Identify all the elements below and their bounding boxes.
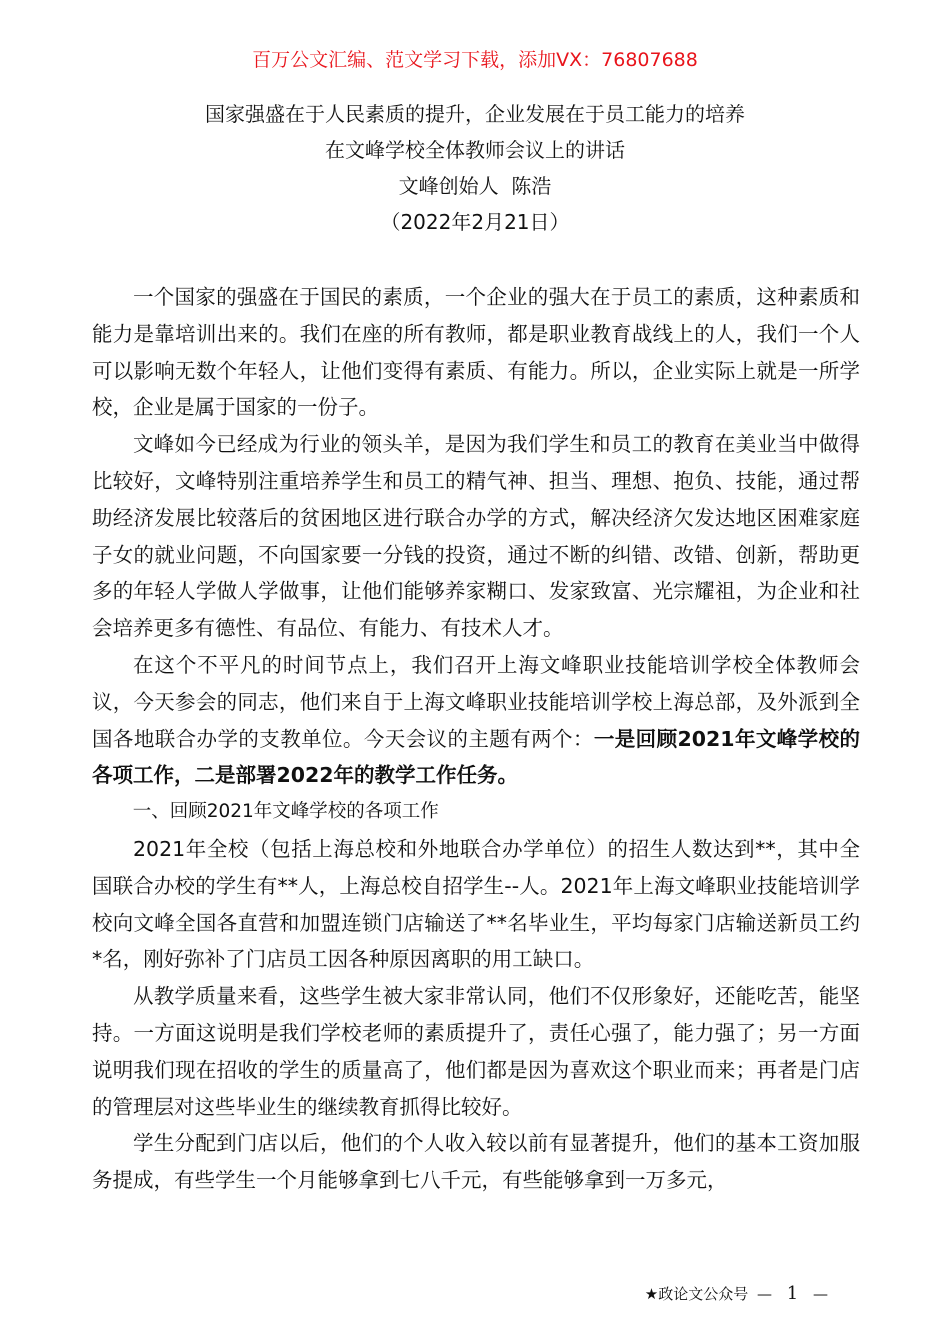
document-header: [0, 96, 950, 240]
document-subtitle: 在文峰学校全体教师会议上的讲话: [325, 138, 625, 162]
page-number: 1: [786, 1283, 799, 1304]
page-footer: [645, 1283, 832, 1305]
paragraph-3-emphasis: 一是回顾2021年文峰学校的各项工作，二是部署2022年的教学工作任务。: [92, 726, 860, 788]
document-author: 文峰创始人 陈浩: [398, 174, 552, 198]
paragraph-6: 学生分配到门店以后，他们的个人收入较以前有显著提升，他们的基本工资加服务提成，有些学生一个月能够拿到七八千元，有些能够拿到一万多元，: [92, 1131, 860, 1193]
watermark-banner: 百万公文汇编、范文学习下载，添加VX：76807688: [252, 49, 698, 71]
footer-source: ★政论文公众号: [644, 1285, 749, 1303]
footer-dash-left: —: [756, 1285, 772, 1303]
footer-dash-right: —: [813, 1285, 828, 1303]
paragraph-3-text: 在这个不平凡的时间节点上，我们召开上海文峰职业技能培训学校全体教师会议，今天参会的同志，他们来自于上海文峰职业技能培训学校上海总部，及外派到全国各地联合办学的支教单位。今天会议的主题有两个：: [92, 652, 860, 751]
paragraph-4: 2021年全校（包括上海总校和外地联合办学单位）的招生人数达到**，其中全国联合办校的学生有**人，上海总校自招学生--人。2021年上海文峰职业技能培训学校向文峰全国各直营和加盟连锁门店输送了**名毕业生，平均每家门店输送新员工约*名，刚好弥补了门店员工因各种原因离职的用工缺口。: [92, 836, 860, 972]
document-date: （2022年2月21日）: [380, 210, 570, 234]
paragraph-2: 文峰如今已经成为行业的领头羊，是因为我们学生和员工的教育在美业当中做得比较好，文峰特别注重培养学生和员工的精气神、担当、理想、抱负、技能，通过帮助经济发展比较落后的贫困地区进行联合办学的方式，解决经济欠发达地区困难家庭子女的就业问题，不向国家要一分钱的投资，通过不断的纠错、改错、创新，帮助更多的年轻人学做人学做事，让他们能够养家糊口、发家致富、光宗耀祖，为企业和社会培养更多有德性、有品位、有能力、有技术人才。: [92, 432, 860, 641]
section-heading-1: 一、回顾2021年文峰学校的各项工作: [132, 801, 439, 823]
paragraph-5: 从教学质量来看，这些学生被大家非常认同，他们不仅形象好，还能吃苦，能坚持。一方面这说明是我们学校老师的素质提升了，责任心强了，能力强了；另一方面说明我们现在招收的学生的质量高了，他们都是因为喜欢这个职业而来；再者是门店的管理层对这些毕业生的继续教育抓得比较好。: [92, 984, 860, 1119]
paragraph-3: [92, 647, 860, 794]
paragraph-1: 一个国家的强盛在于国民的素质，一个企业的强大在于员工的素质，这种素质和能力是靠培训出来的。我们在座的所有教师，都是职业教育战线上的人，我们一个人可以影响无数个年轻人，让他们变得有素质、有能力。所以，企业实际上就是一所学校，企业是属于国家的一份子。: [92, 285, 860, 420]
document-title: 国家强盛在于人民素质的提升，企业发展在于员工能力的培养: [205, 102, 745, 126]
document-body: [92, 279, 860, 1199]
